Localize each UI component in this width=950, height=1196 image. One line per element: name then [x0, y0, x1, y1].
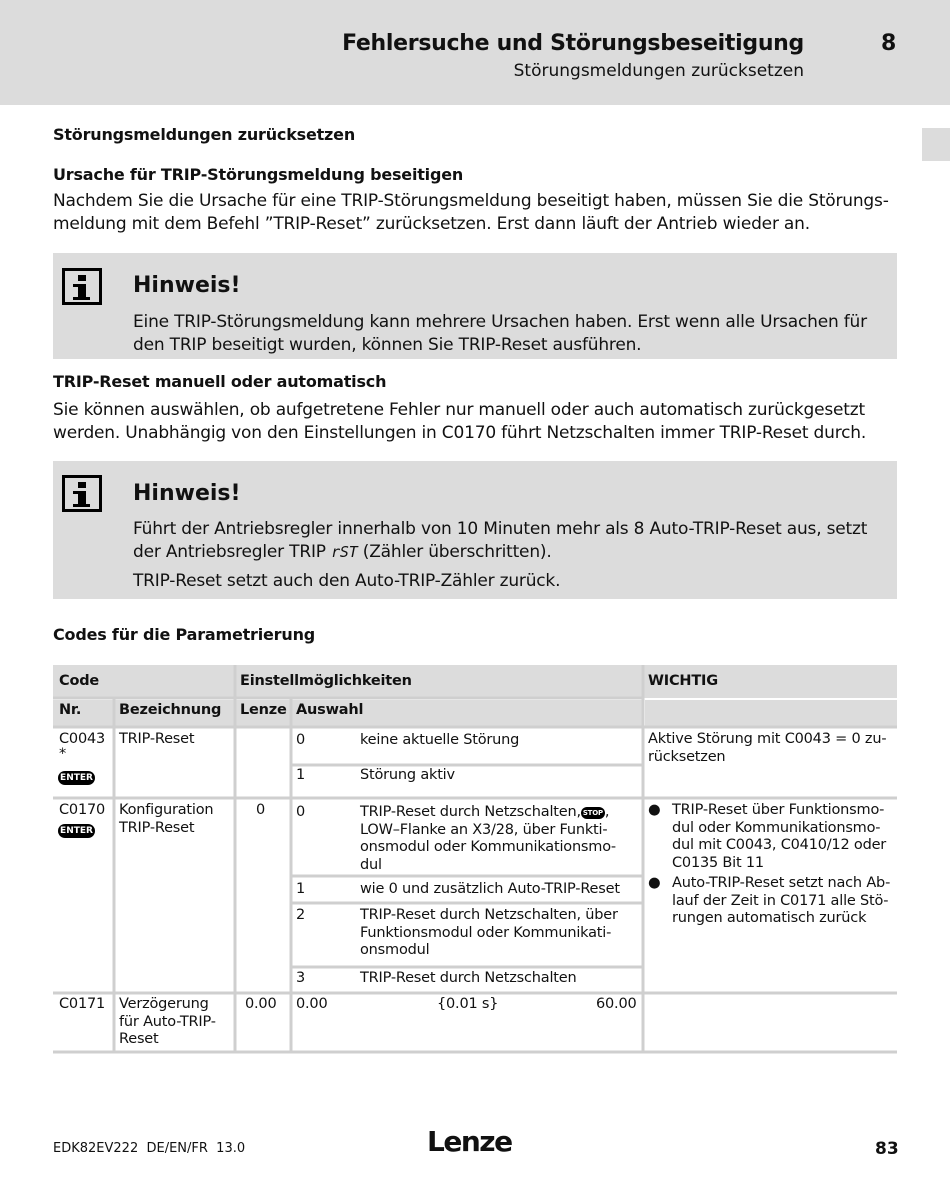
note-text: TRIP-Reset setzt auch den Auto-TRIP-Zähler zurück.: [133, 571, 561, 591]
enter-key-icon: ENTER: [58, 824, 95, 838]
subsection-heading-reset: TRIP-Reset manuell oder automatisch: [53, 372, 387, 391]
code-c0043: C0043: [59, 731, 106, 747]
code-c0171: C0171: [59, 996, 106, 1012]
code-c0170: C0170: [59, 802, 106, 818]
range-min: 0.00: [296, 996, 328, 1012]
option-number: 0: [296, 732, 306, 748]
codes-heading: Codes für die Parametrierung: [53, 625, 316, 644]
chapter-title: Fehlersuche und Störungsbeseitigung: [342, 31, 804, 56]
option-text-part: , LOW–Flanke an X3/28, über Funktionsmodul oder Kommunikationsmodul: [360, 804, 617, 873]
lenze-default-c0171: 0.00: [245, 996, 277, 1012]
col-header-settings: Einstellmöglichkeiten: [240, 673, 412, 689]
lenze-default-c0170: 0: [256, 802, 266, 818]
note-text: Eine TRIP-Störungsmeldung kann mehrere Ursachen haben. Erst wenn alle Ursachen für den TRIP beseitigt wurden, können Sie TRIP-Reset ausführen.: [133, 312, 867, 355]
col-header-nr: Nr.: [59, 702, 82, 718]
page-number: 83: [875, 1139, 899, 1159]
chapter-number: 8: [881, 31, 897, 56]
bullet-text: TRIP-Reset über Funktionsmodul oder Kommunikationsmodul mit C0043, C0410/12 oder C0135 Bit 11: [672, 802, 887, 871]
paragraph-reset: Sie können auswählen, ob aufgetretene Fehler nur manuell oder auch automatisch zurückgesetzt werden. Unabhängig von den Einstellungen in C0170 führt Netzschalten immer TRIP-Reset durch.: [53, 400, 867, 443]
subsection-heading-cause: Ursache für TRIP-Störungsmeldung beseitigen: [53, 165, 464, 184]
bullet-text: Auto-TRIP-Reset setzt nach Ablauf der Zeit in C0171 alle Störungen automatisch zurück: [672, 875, 891, 926]
bullet-icon: ●: [648, 875, 661, 891]
col-header-designation: Bezeichnung: [119, 702, 222, 718]
option-text: TRIP-Reset durch Netzschalten: [360, 970, 577, 986]
designation-c0043: TRIP-Reset: [119, 731, 195, 747]
chapter-subtitle: Störungsmeldungen zurücksetzen: [513, 61, 804, 81]
note-text-part: Führt der Antriebsregler innerhalb von 10 Minuten mehr als 8 Auto-TRIP-Reset aus, setzt der Antriebsregler TRIP: [133, 519, 868, 562]
designation-c0170: Konfiguration TRIP-Reset: [119, 802, 214, 836]
note-title: Hinweis!: [133, 273, 241, 298]
section-heading: Störungsmeldungen zurücksetzen: [53, 125, 356, 144]
option-text: TRIP-Reset durch Netzschalten, über Funktionsmodul oder Kommunikationsmodul: [360, 907, 618, 958]
stop-key-icon: STOP: [582, 809, 603, 817]
option-text-part: TRIP-Reset durch Netzschalten,: [360, 804, 581, 820]
col-header-important: WICHTIG: [648, 673, 718, 689]
note-title: Hinweis!: [133, 481, 241, 506]
col-header-selection: Auswahl: [296, 702, 364, 718]
option-number: 0: [296, 804, 306, 820]
note-text-part: (Zähler überschritten).: [362, 542, 552, 562]
option-number: 3: [296, 970, 306, 986]
document-id: EDK82EV222 DE/EN/FR 13.0: [53, 1141, 246, 1156]
option-number: 1: [296, 881, 306, 897]
enter-key-icon: ENTER: [58, 771, 95, 785]
range-max: 60.00: [596, 996, 637, 1012]
display-code-rst: rST: [331, 543, 358, 561]
option-text: wie 0 und zusätzlich Auto-TRIP-Reset: [360, 881, 620, 897]
paragraph-cause: Nachdem Sie die Ursache für eine TRIP-Störungsmeldung beseitigt haben, müssen Sie die Störungsmeldung mit dem Befehl ”TRIP-Reset” zurücksetzen. Erst dann läuft der Antrieb wieder an.: [53, 191, 889, 234]
option-text: Störung aktiv: [360, 767, 455, 783]
option-text: [360, 804, 632, 874]
option-number: 2: [296, 907, 306, 923]
col-header-lenze: Lenze: [240, 702, 287, 718]
designation-c0171: Verzögerung für Auto-TRIP-Reset: [119, 996, 216, 1047]
bullet-icon: ●: [648, 802, 661, 818]
lenze-logo: Lenze: [427, 1125, 512, 1158]
option-text: keine aktuelle Störung: [360, 732, 520, 748]
important-c0043: Aktive Störung mit C0043 = 0 zurücksetzen: [648, 731, 887, 765]
code-star: *: [59, 746, 67, 762]
col-header-code: Code: [59, 673, 100, 689]
range-step: {0.01 s}: [437, 996, 499, 1012]
option-number: 1: [296, 767, 306, 783]
